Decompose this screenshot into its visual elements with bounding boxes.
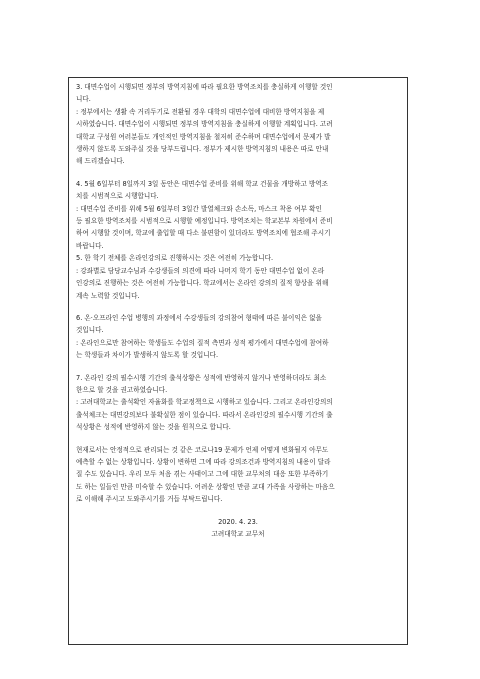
document-date: 2020. 4. 23. bbox=[218, 517, 258, 526]
paragraph-line: 등 필요한 방역조치를 시범적으로 시행할 예정입니다. 방역조치는 학교본부 차원에서 준비 bbox=[76, 217, 333, 226]
paragraph-line: 로 이해해 주시고 도와주시기를 거듭 부탁드립니다. bbox=[76, 495, 223, 504]
paragraph-line: 해 드리겠습니다. bbox=[76, 157, 125, 166]
paragraph-line: 계속 노력할 것입니다. bbox=[76, 291, 140, 300]
paragraph-line: : 대면수업 준비를 위해 5월 6일부터 3일간 발열체크와 손소독, 마스크 착용 여부 확인 bbox=[76, 204, 322, 213]
paragraph-line: 생하지 않도록 도와주실 것을 당부드립니다. 정부가 제시한 방역지침의 내용은 따로 안내 bbox=[76, 145, 329, 154]
paragraph-line: 치를 시범적으로 시행합니다. bbox=[76, 192, 159, 201]
document-issuer: 고려대학교 교무처 bbox=[211, 530, 265, 538]
paragraph-line: 4. 5월 6일부터 8일까지 3일 동안은 대면수업 준비를 위해 학교 건물을 개방하고 방역조 bbox=[76, 179, 329, 188]
section-closing bbox=[76, 444, 400, 506]
paragraph-line: 바랍니다. bbox=[76, 241, 104, 250]
paragraph-line: 니다. bbox=[76, 95, 91, 104]
paragraph-line: 예측할 수 없는 상황입니다. 상황이 변하면 그에 따라 강의조건과 방역지침의 내용이 달라 bbox=[76, 457, 331, 466]
document-frame bbox=[68, 77, 408, 645]
paragraph-line: : 고려대학교는 출석확인 자율화를 학교정책으로 시행하고 있습니다. 그리고 온라인강의의 bbox=[76, 398, 333, 407]
paragraph-line: 도 하는 일들인 만큼 미숙할 수 있습니다. 어려운 상황인 만큼 교대 가족을 사랑하는 마음으 bbox=[76, 482, 335, 491]
paragraph-line: : 온라인으로만 참여하는 학생들도 수업의 질적 측면과 성적 평가에서 대면수업에 참여하 bbox=[76, 338, 329, 347]
section-item-7 bbox=[76, 372, 400, 434]
paragraph-line: 시하였습니다. 대면수업이 시행되면 정부의 방역지침을 충실하게 이행할 계획입니다. 고려 bbox=[76, 120, 333, 129]
paragraph-line: 현재로서는 안정적으로 관리되는 것 같은 코로나19 문제가 언제 어떻게 변화될지 아무도 bbox=[76, 445, 329, 454]
section-item-3 bbox=[76, 81, 400, 168]
paragraph-line: 하여 시행할 것이며, 학교에 출입할 때 다소 불편함이 있더라도 방역조치에 협조해 주시기 bbox=[76, 229, 331, 238]
paragraph-line: : 강좌별로 담당교수님과 수강생들의 의견에 따라 나머지 학기 동안 대면수업 없이 온라 bbox=[76, 266, 325, 275]
paragraph-line: 는 학생들과 차이가 발생하지 않도록 할 것입니다. bbox=[76, 351, 219, 360]
paragraph-line: 한으로 할 것을 권고하였습니다. bbox=[76, 385, 168, 394]
section-item-4 bbox=[76, 178, 400, 252]
paragraph-line: 석상황은 성적에 반영하지 않는 것을 원칙으로 합니다. bbox=[76, 423, 231, 432]
paragraph-line: 질 수도 있습니다. 우리 모두 처음 겪는 사태이고 그에 대한 교무처의 대응 또한 부족하기 bbox=[76, 470, 329, 479]
paragraph-line: 6. 온·오프라인 수업 병행의 과정에서 수강생들의 강의참여 형태에 따른 불이익은 없을 bbox=[76, 313, 322, 322]
paragraph-line: 인강의로 진행하는 것은 여전히 가능합니다. 학교에서는 온라인 강의의 질적 향상을 위해 bbox=[76, 279, 329, 288]
paragraph-line: 3. 대면수업이 시행되면 정부의 방역지침에 따라 필요한 방역조치를 충실하게 이행할 것인 bbox=[76, 83, 333, 91]
paragraph-line: 것입니다. bbox=[76, 326, 104, 335]
paragraph-line: : 정부에서는 생활 속 거리두기로 전환될 경우 대학의 대면수업에 대비한 방역지침을 제 bbox=[76, 107, 325, 116]
paragraph-line: 5. 한 학기 전체를 온라인강의로 진행하시는 것은 여전히 가능합니다. bbox=[76, 254, 274, 263]
paragraph-line: 출석체크는 대면강의보다 불확실한 점이 있습니다. 따라서 온라인강의 필수시행 기간의 출 bbox=[76, 410, 333, 419]
paragraph-line: 7. 온라인 강의 필수시행 기간의 출석상황은 성적에 반영하지 않거나 반영하더라도 최소 bbox=[76, 373, 327, 382]
section-item-6 bbox=[76, 312, 400, 362]
paragraph-line: 대학교 구성원 여러분들도 개인적인 방역지침을 철저히 준수하며 대면수업에서 문제가 발 bbox=[76, 132, 331, 141]
section-item-5 bbox=[76, 252, 400, 302]
